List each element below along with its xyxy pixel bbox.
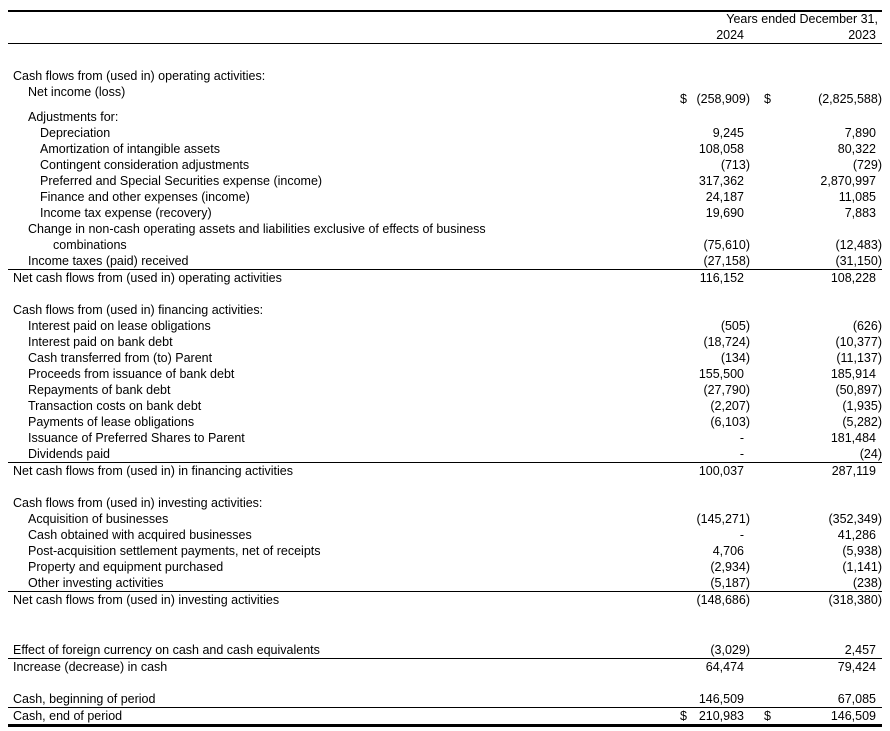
row-label: Net income (loss): [28, 85, 126, 99]
value-2024: 64,474: [705, 660, 744, 674]
dollar-sign: $: [764, 92, 771, 106]
section-title: Cash flows from (used in) investing activities:: [13, 496, 263, 510]
value-2024: (6,103): [710, 415, 750, 429]
value-2024: [680, 708, 750, 724]
value-2023: 181,484: [830, 431, 876, 445]
row-label: Issuance of Preferred Shares to Parent: [28, 431, 245, 445]
row-label: Payments of lease obligations: [28, 415, 195, 429]
table-row: [8, 366, 882, 382]
row-label: Amortization of intangible assets: [40, 142, 220, 156]
dollar-sign: $: [764, 709, 771, 723]
value-2023: 11,085: [838, 190, 876, 204]
value-2024: (2,934): [710, 560, 750, 574]
row-label: Adjustments for:: [28, 110, 119, 124]
value-2024: (27,790): [703, 383, 750, 397]
value-2024: -: [739, 447, 744, 461]
table-row: [8, 658, 882, 675]
value-number: (258,909): [696, 92, 750, 106]
statement-body: [8, 68, 882, 724]
row-label: Interest paid on bank debt: [28, 335, 173, 349]
table-row: [8, 205, 882, 221]
table-row: [8, 543, 882, 559]
period-header-row: [8, 12, 882, 27]
row-label: Depreciation: [40, 126, 111, 140]
row-label: Effect of foreign currency on cash and cash equivalents: [13, 643, 320, 657]
value-2024: -: [739, 431, 744, 445]
value-2024: (3,029): [710, 643, 750, 657]
row-label: Cash, beginning of period: [13, 692, 156, 706]
table-row: [8, 559, 882, 575]
row-label: Post-acquisition settlement payments, net of receipts: [28, 544, 321, 558]
row-label: Net cash flows from (used in) investing activities: [13, 593, 280, 607]
value-2024: 116,152: [699, 271, 744, 285]
row-label: Acquisition of businesses: [28, 512, 169, 526]
row-label: combinations: [53, 238, 127, 252]
year-header-row: [8, 27, 882, 43]
table-row: [8, 221, 882, 237]
table-row: [8, 253, 882, 269]
value-2023: (50,897): [835, 383, 882, 397]
value-2023: 2,457: [844, 643, 876, 657]
value-2023: (12,483): [835, 238, 882, 252]
value-2024: (713): [720, 158, 750, 172]
value-2024: 24,187: [705, 190, 744, 204]
value-2024: (5,187): [710, 576, 750, 590]
table-row: [8, 109, 882, 125]
table-row: [8, 84, 882, 106]
value-2024: 317,362: [698, 174, 744, 188]
value-2024: (134): [720, 351, 750, 365]
value-number: 210,983: [698, 709, 744, 723]
value-number: 146,509: [830, 709, 876, 723]
row-label: Increase (decrease) in cash: [13, 660, 168, 674]
cash-flow-table: [8, 10, 882, 727]
row-label: Cash transferred from (to) Parent: [28, 351, 213, 365]
section-title-row: [8, 68, 882, 84]
table-row: [8, 398, 882, 414]
value-2023: 7,890: [844, 126, 876, 140]
section-title: Cash flows from (used in) financing activities:: [13, 303, 264, 317]
value-2024: 108,058: [698, 142, 744, 156]
value-2024: 100,037: [698, 464, 744, 478]
table-row: [8, 173, 882, 189]
section-title-row: [8, 495, 882, 511]
row-label: Finance and other expenses (income): [40, 190, 250, 204]
value-2024: (75,610): [703, 238, 750, 252]
value-2023: (318,380): [828, 593, 882, 607]
value-2023: 79,424: [837, 660, 876, 674]
table-row: [8, 527, 882, 543]
table-row: [8, 575, 882, 591]
row-label: Other investing activities: [28, 576, 164, 590]
value-2024: 19,690: [705, 206, 744, 220]
row-label: Repayments of bank debt: [28, 383, 171, 397]
value-2023: 185,914: [830, 367, 876, 381]
table-row: [8, 707, 882, 724]
value-2023: (238): [852, 576, 882, 590]
year-column-2023: 2023: [848, 28, 876, 42]
row-label: Change in non-cash operating assets and liabilities exclusive of effects of business: [28, 222, 486, 236]
row-label: Preferred and Special Securities expense (income): [40, 174, 323, 188]
value-2023: 2,870,997: [820, 174, 876, 188]
table-row: [8, 414, 882, 430]
table-row: [8, 269, 882, 286]
value-2024: (505): [720, 319, 750, 333]
value-2023: (352,349): [828, 512, 882, 526]
section-gap: [8, 286, 882, 302]
period-label: Years ended December 31,: [726, 12, 878, 26]
value-2024: [680, 91, 750, 107]
value-2024: 146,509: [698, 692, 744, 706]
value-2023: (10,377): [835, 335, 882, 349]
table-row: [8, 141, 882, 157]
table-row: [8, 382, 882, 398]
value-2023: 287,119: [831, 464, 876, 478]
value-2023: 67,085: [837, 692, 876, 706]
value-2023: 7,883: [844, 206, 876, 220]
table-row: [8, 334, 882, 350]
row-label: Transaction costs on bank debt: [28, 399, 202, 413]
table-row: [8, 462, 882, 479]
value-2023: (11,137): [836, 351, 882, 365]
row-label: Interest paid on lease obligations: [28, 319, 211, 333]
value-2023: (729): [852, 158, 882, 172]
row-label: Net cash flows from (used in) operating activities: [13, 271, 282, 285]
value-2023: 80,322: [837, 142, 876, 156]
value-2023: (1,935): [842, 399, 882, 413]
section-title: Cash flows from (used in) operating activities:: [13, 69, 266, 83]
table-row: [8, 691, 882, 707]
value-2024: (145,271): [696, 512, 750, 526]
section-gap: [8, 608, 882, 642]
value-2024: 9,245: [712, 126, 744, 140]
value-2023: [750, 91, 882, 107]
value-number: (2,825,588): [818, 92, 882, 106]
table-row: [8, 189, 882, 205]
value-2023: (31,150): [835, 254, 882, 268]
value-2024: (27,158): [703, 254, 750, 268]
value-2024: 4,706: [712, 544, 744, 558]
table-row: [8, 125, 882, 141]
value-2023: (1,141): [842, 560, 882, 574]
section-gap: [8, 479, 882, 495]
table-row: [8, 318, 882, 334]
value-2023: (5,938): [842, 544, 882, 558]
section-title-row: [8, 302, 882, 318]
table-row: [8, 237, 882, 253]
value-2024: 155,500: [698, 367, 744, 381]
value-2024: (18,724): [703, 335, 750, 349]
row-label: Cash, end of period: [13, 709, 123, 723]
row-label: Income tax expense (recovery): [40, 206, 212, 220]
dollar-sign: $: [680, 92, 687, 106]
value-2023: [750, 708, 882, 724]
table-row: [8, 430, 882, 446]
value-2023: 41,286: [837, 528, 876, 542]
value-2024: (148,686): [696, 593, 750, 607]
dollar-sign: $: [680, 709, 687, 723]
row-label: Dividends paid: [28, 447, 110, 461]
row-label: Net cash flows from (used in) in financing activities: [13, 464, 293, 478]
header-gap: [8, 44, 882, 68]
row-label: Cash obtained with acquired businesses: [28, 528, 252, 542]
value-2024: (2,207): [710, 399, 750, 413]
table-row: [8, 642, 882, 658]
bottom-rule: [8, 724, 882, 727]
table-row: [8, 511, 882, 527]
value-2023: (5,282): [842, 415, 882, 429]
value-2023: (24): [859, 447, 882, 461]
row-label: Proceeds from issuance of bank debt: [28, 367, 235, 381]
row-label: Income taxes (paid) received: [28, 254, 189, 268]
value-2024: -: [739, 528, 744, 542]
table-row: [8, 591, 882, 608]
table-row: [8, 350, 882, 366]
row-label: Property and equipment purchased: [28, 560, 224, 574]
table-row: [8, 446, 882, 462]
year-column-2024: 2024: [716, 28, 744, 42]
row-label: Contingent consideration adjustments: [40, 158, 250, 172]
value-2023: (626): [852, 319, 882, 333]
table-row: [8, 157, 882, 173]
value-2023: 108,228: [830, 271, 876, 285]
